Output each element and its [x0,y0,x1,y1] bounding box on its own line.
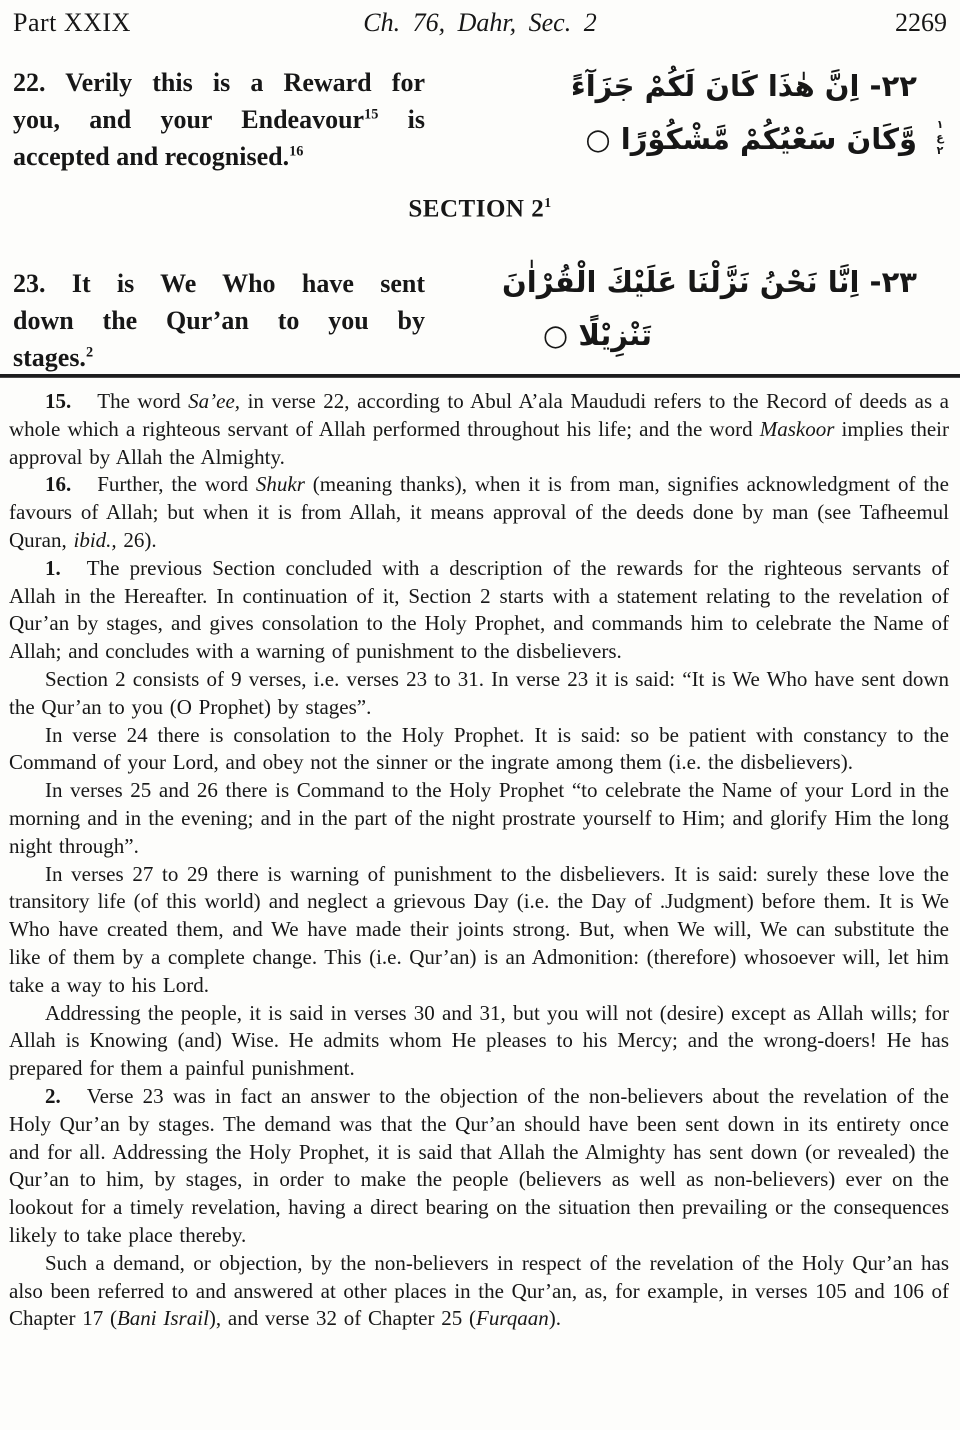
verse-arabic-line: تَنْزِيْلًا ○ [542,318,652,352]
footnote-number: 15. [45,389,72,413]
page-number: 2269 [895,8,947,37]
verse-arabic-line: ٢٢- اِنَّ هٰذَا كَانَ لَكُمْ جَزَآءً [570,69,917,103]
verse-english-line: 23. It is We Who have sent [13,269,425,298]
section-heading [0,195,960,223]
footnote-number: 2. [45,1083,61,1108]
footnote-paragraph: In verses 27 to 29 there is warning of punishment to the disbelievers. It is said: surely these love the transitory life (of this world) and neglect a grievous Day (i.e. the Day of .Judgment) before them. It is We Who have created them, and We have made their joints strong. But, when We will, We can substitute the like of them by a complete change. This (i.e. Qur’an) is an Admonition: (therefore) whosoever will, let him take a way to his Lord. [9,861,949,997]
verse-23-english [13,265,425,376]
footnotes-section [9,388,949,1333]
section-divider-rule [0,374,960,378]
verse-22-arabic [477,60,917,166]
verse-arabic-line: ٢٣- اِنَّا نَحْنُ نَزَّلْنَا عَلَيْكَ الْقُرْاٰنَ [502,265,917,299]
footnote-paragraph: In verse 24 there is consolation to the Holy Prophet. It is said: so be patient with constancy to the Command of your Lord, and obey not the sinner or the ingrate among them (i.e. the disbelievers). [9,722,949,775]
verse-arabic-line: وَّكَانَ سَعْيُكُمْ مَّشْكُوْرًا ○ [585,122,917,156]
verse-english-line: 22. Verily this is a Reward for [13,68,425,97]
verse-english-line: accepted and recognised.$^{16}$ [13,142,304,171]
footnote-paragraph: 1. The previous Section concluded with a description of the rewards for the righteous servants of Allah in the Hereafter. In continuation of it, Section 2 starts with a statement relating to the revelation of Qur’an by stages, and gives consolation to the Holy Prophet, and commands him to celebrate the Name of Allah; and concludes with a warning of punishment to the disbelievers. [9,555,949,664]
verse-english-line: stages.$^2$ [13,343,94,372]
page-header [13,8,947,40]
part-label: Part XXIX [13,8,131,37]
verse-22-english [13,64,425,175]
verse-block-22 [13,56,947,191]
verse-23-arabic [477,256,917,362]
section-footnote-ref: 1 [544,195,552,210]
footnote-paragraph: In verses 25 and 26 there is Command to the Holy Prophet “to celebrate the Name of your Lord in the morning and in the evening; and in the part of the night prostrate yourself to Him; and glorify Him the long night through”. [9,778,949,858]
chapter-title: Ch. 76, Dahr, Sec. 2 [363,8,597,37]
verse-block-23 [13,252,947,377]
verse-english-line: down the Qur’an to you by [13,306,425,335]
footnote-paragraph: Such a demand, or objection, by the non-believers in respect of the revelation of the Holy Qur’an has also been referred to and answered at other places in the Qur’an, as, for example, in verses 105 and 106 of Chapter 17 (Bani Israil), and verse 32 of Chapter 25 (Furqaan). [9,1250,949,1331]
footnote-number: 1. [45,555,61,580]
ruku-marker-icon: ١ ع ٢ [936,118,944,157]
footnote-paragraph: 15. The word Sa’ee, in verse 22, according to Abul A’ala Maududi refers to the Record of deeds as a whole which a righteous servant of Allah performed throughout his life; and the word Maskoor implies their approval by Allah the Almighty. [9,389,949,469]
section-title: SECTION 2 [408,195,545,223]
footnote-paragraph: Section 2 consists of 9 verses, i.e. verses 23 to 31. In verse 23 it is said: “It is We Who have sent down the Qur’an to you (O Prophet) by stages”. [9,666,949,719]
footnote-paragraph: 16. Further, the word Shukr (meaning thanks), when it is from man, signifies acknowledgment of the favours of Allah; but when it is from Allah, it means approval of the deeds done by man (see Tafheemul Quran, ibid., 26). [9,472,949,552]
verse-english-line: you, and your Endeavour$^{15}$ is [13,105,426,134]
footnote-paragraph: 2. Verse 23 was in fact an answer to the objection of the non-believers about the revelation of the Holy Qur’an by stages. The demand was that the Qur’an should have been sent down in its entirety once and for all. Addressing the Holy Prophet, it is said that Allah the Almighty has sent down (or revealed) the Qur’an to him, by stages, in order to make the people (believers as well as non-believers) ever on the lookout for a timely revelation, having a direct bearing on the situation then prevailing or the consequences likely to take place thereby. [9,1083,949,1247]
footnote-paragraph: Addressing the people, it is said in verses 30 and 31, but you will not (desire) except as Allah wills; for Allah is Knowing (and) Wise. He admits whom He pleases to his Mercy; and the wrong-doers! He has prepared for them a painful punishment. [9,1000,949,1081]
footnote-number: 16. [45,472,72,497]
